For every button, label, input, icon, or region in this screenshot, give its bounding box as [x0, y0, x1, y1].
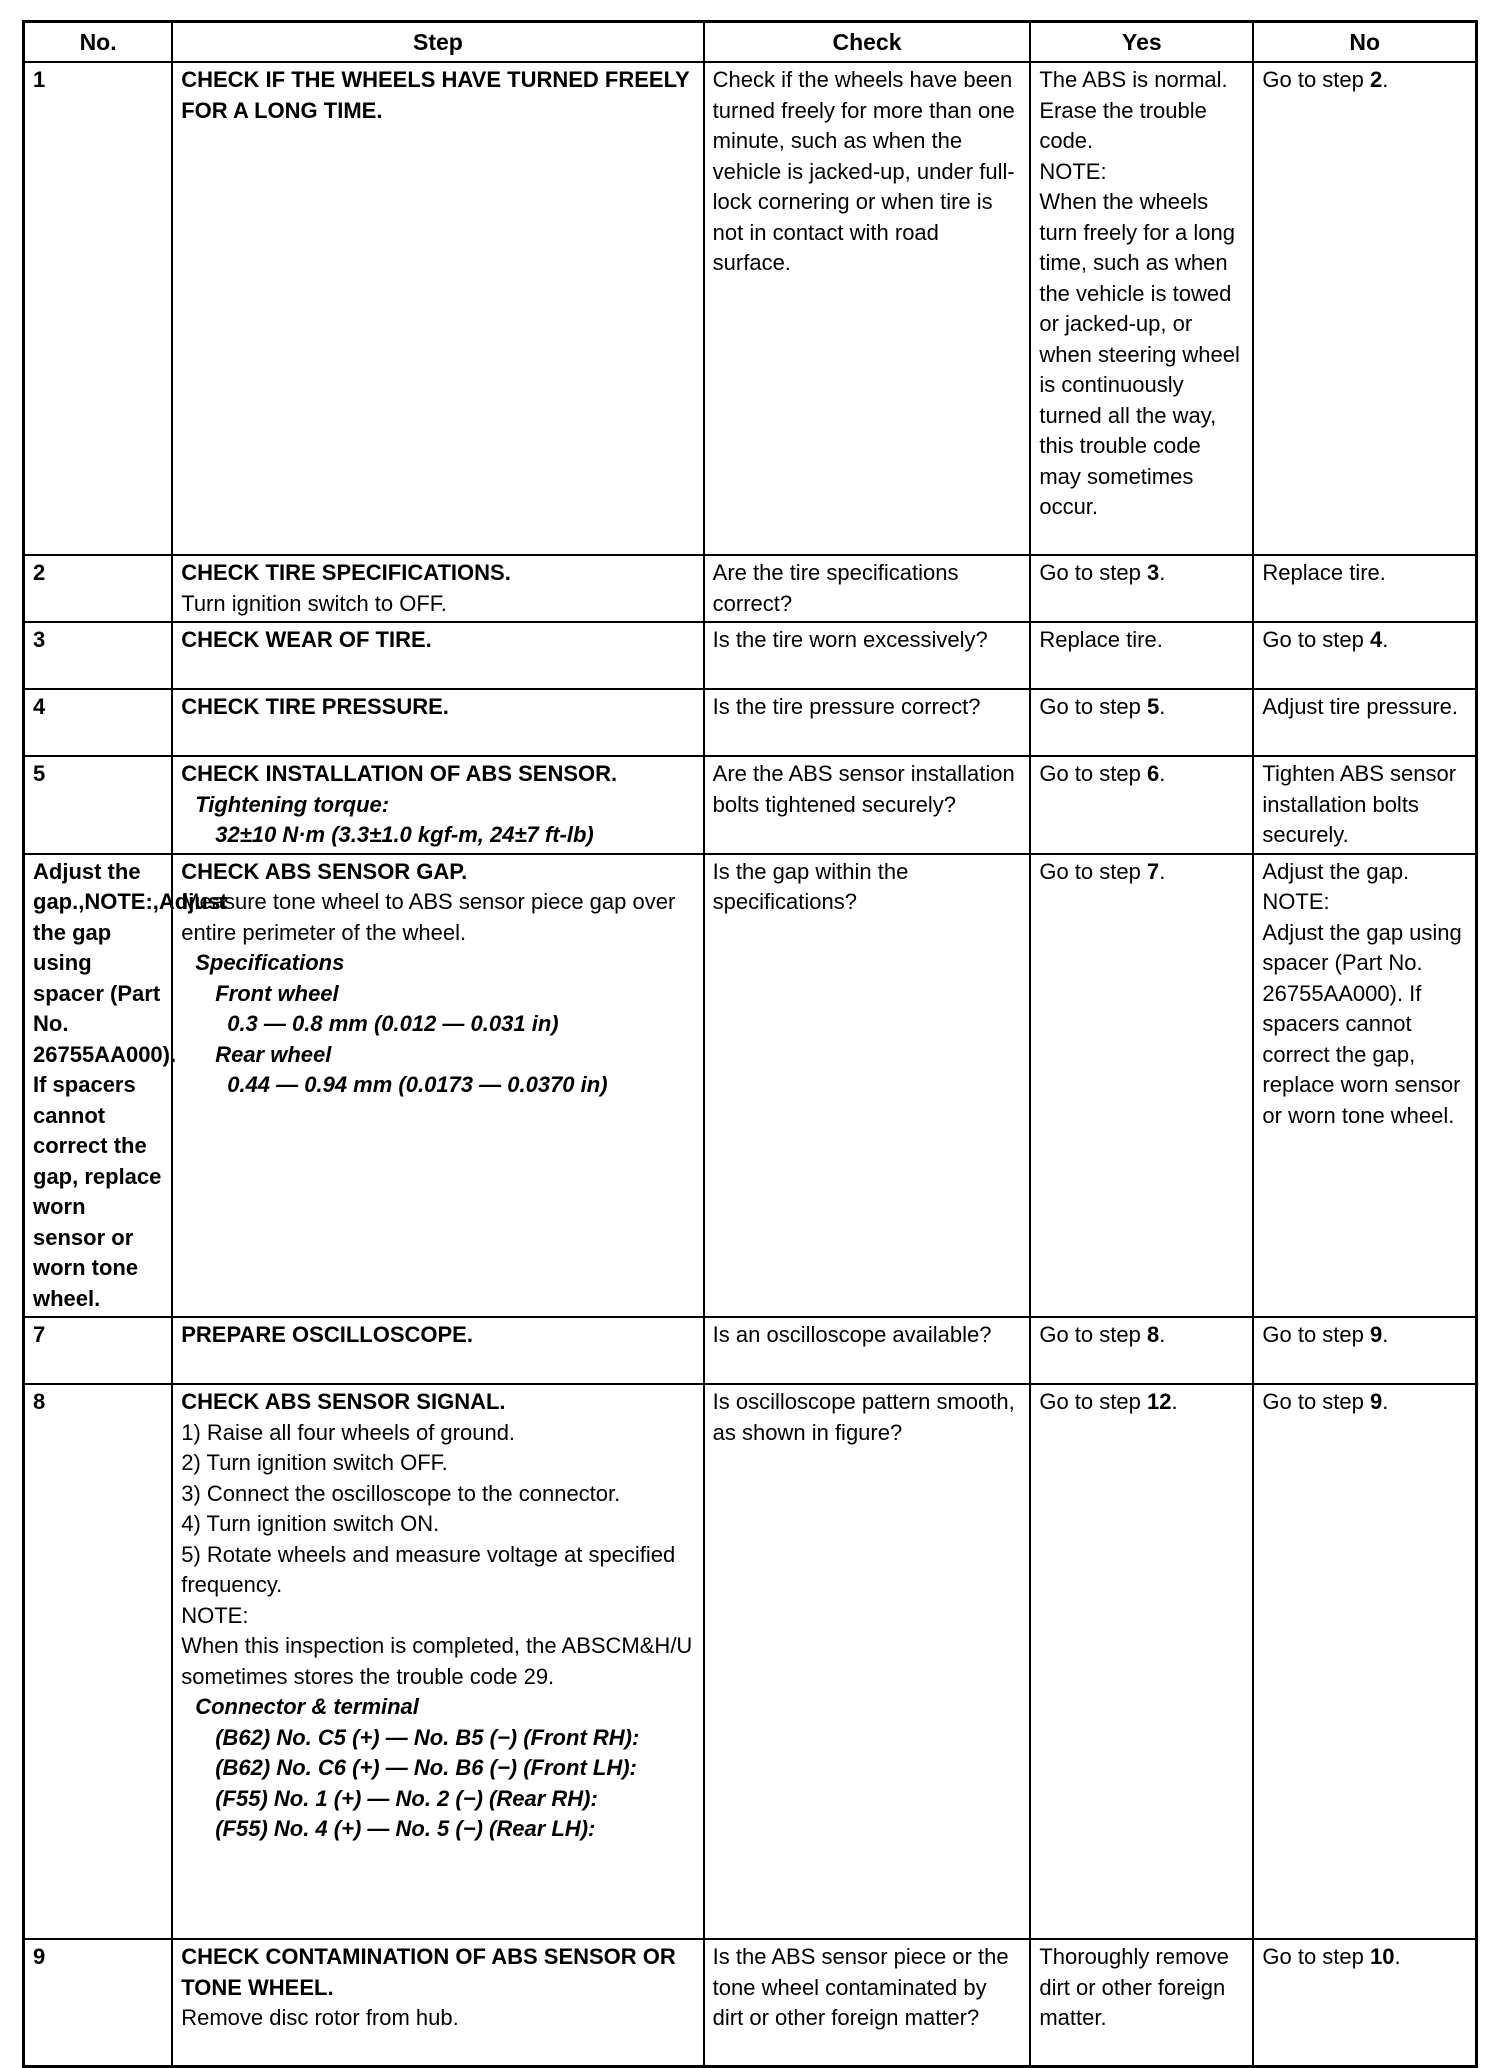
no-cell	[1253, 1939, 1476, 2066]
no-text-end: .	[1382, 67, 1389, 92]
table-row	[24, 689, 1477, 756]
step-reference: 8	[1146, 1322, 1160, 1347]
yes-text: Go to step	[1039, 1322, 1147, 1347]
check-cell: Is the gap within the specifications?	[704, 854, 1031, 1318]
no-text: Go to step	[1262, 627, 1371, 652]
check-cell: Is the tire pressure correct?	[704, 689, 1031, 756]
spec-label: Tightening torque:	[195, 791, 390, 817]
no-cell	[1253, 622, 1476, 689]
yes-note-label: NOTE:	[1039, 158, 1107, 184]
step-title: CHECK ABS SENSOR GAP.	[181, 858, 468, 884]
front-wheel-value: 0.3 — 0.8 mm (0.012 — 0.031 in)	[227, 1011, 559, 1036]
step-reference: 5	[1146, 694, 1160, 719]
step-reference: 12	[1146, 1389, 1172, 1414]
yes-cell: Thoroughly remove dirt or other foreign matter.	[1030, 1939, 1253, 2066]
step-reference: 9	[1370, 1322, 1383, 1347]
yes-text: The ABS is normal. Erase the trouble code.	[1039, 67, 1228, 153]
table-row	[24, 555, 1477, 622]
no-cell	[1253, 62, 1476, 555]
no-cell	[1253, 1317, 1476, 1384]
yes-text-end: .	[1159, 858, 1166, 884]
spec-value: 32±10 N·m (3.3±1.0 kgf-m, 24±7 ft-lb)	[215, 822, 594, 847]
yes-note-text: When the wheels turn freely for a long time, such as when the vehicle is towed or jacked-up, or when steering wheel is continuously turned all the way, this trouble code may sometimes occur.	[1039, 189, 1240, 519]
row-number: 3	[24, 622, 173, 689]
yes-text: Go to step	[1039, 761, 1147, 786]
terminal-spec: (B62) No. C5 (+) — No. B5 (−) (Front RH):	[215, 1724, 640, 1750]
step-cell	[172, 1317, 703, 1384]
check-cell: Is an oscilloscope available?	[704, 1317, 1031, 1384]
row-number: 5	[24, 756, 173, 854]
yes-text: Go to step	[1039, 560, 1147, 585]
table-row	[24, 1317, 1477, 1384]
yes-text-end: .	[1159, 694, 1166, 719]
row-number: 4	[24, 689, 173, 756]
step-reference: 2	[1370, 67, 1383, 92]
table-row	[24, 756, 1477, 854]
step-body: Measure tone wheel to ABS sensor piece gap over entire perimeter of the wheel.	[181, 889, 676, 945]
yes-cell: Replace tire.	[1030, 622, 1253, 689]
no-text: Go to step	[1262, 1389, 1371, 1414]
step-title: CHECK TIRE SPECIFICATIONS.	[181, 560, 511, 585]
no-text-end: .	[1394, 1944, 1401, 1969]
yes-text-end: .	[1159, 560, 1166, 585]
header-row	[24, 22, 1477, 63]
no-note-label: NOTE:	[1262, 889, 1330, 914]
yes-text: Go to step	[1039, 858, 1147, 884]
row-number: 9	[24, 1939, 173, 2066]
yes-text-end: .	[1159, 1322, 1166, 1347]
header-no-result: No	[1253, 22, 1476, 63]
yes-text: Go to step	[1039, 1389, 1147, 1414]
table-row	[24, 1939, 1477, 2066]
step-title: CHECK INSTALLATION OF ABS SENSOR.	[181, 761, 618, 786]
step-title: CHECK IF THE WHEELS HAVE TURNED FREELY FOR A LONG TIME.	[181, 67, 690, 123]
no-text: Go to step	[1262, 1322, 1371, 1347]
yes-cell	[1030, 756, 1253, 854]
step-title: CHECK ABS SENSOR SIGNAL.	[181, 1389, 506, 1414]
step-cell	[172, 62, 703, 555]
yes-text: Go to step	[1039, 694, 1147, 719]
no-cell: Replace tire.	[1253, 555, 1476, 622]
step-cell	[172, 622, 703, 689]
yes-cell	[1030, 854, 1253, 1318]
note-text: When this inspection is completed, the ABSCM&H/U sometimes stores the trouble code 29.	[181, 1633, 693, 1689]
table-row	[24, 622, 1477, 689]
step-reference: 3	[1146, 560, 1160, 585]
step-reference: 6	[1146, 761, 1160, 786]
step-cell	[172, 689, 703, 756]
row-number: 8	[24, 1384, 173, 1939]
no-text: Go to step	[1262, 1944, 1371, 1969]
procedure-step: 2) Turn ignition switch OFF.	[181, 1450, 448, 1475]
spec-label: Specifications	[195, 950, 345, 975]
step-reference: 4	[1370, 627, 1383, 652]
no-cell: Tighten ABS sensor installation bolts securely.	[1253, 756, 1476, 854]
step-title: PREPARE OSCILLOSCOPE.	[181, 1322, 473, 1347]
terminal-spec: (F55) No. 4 (+) — No. 5 (−) (Rear LH):	[215, 1816, 596, 1841]
no-cell	[1253, 1384, 1476, 1939]
no-text: Adjust the gap.	[1262, 858, 1410, 884]
procedure-step: 1) Raise all four wheels of ground.	[181, 1419, 516, 1445]
diagnostic-table	[22, 20, 1478, 2068]
step-body: Turn ignition switch to OFF.	[181, 590, 447, 616]
no-text: Go to step	[1262, 67, 1371, 92]
step-reference: 9	[1370, 1389, 1383, 1414]
yes-cell	[1030, 62, 1253, 555]
check-cell: Is the ABS sensor piece or the tone wheel contaminated by dirt or other foreign matter?	[704, 1939, 1031, 2066]
step-cell	[172, 555, 703, 622]
row-number: Adjust the gap.,NOTE:,Adjust the gap using spacer (Part No. 26755AA000). If spacers cannot correct the gap, replace worn sensor or worn tone wheel.	[24, 854, 173, 1318]
no-cell: Adjust tire pressure.	[1253, 689, 1476, 756]
check-cell: Is oscilloscope pattern smooth, as shown in figure?	[704, 1384, 1031, 1939]
step-reference: 10	[1370, 1944, 1395, 1969]
check-cell: Are the tire specifications correct?	[704, 555, 1031, 622]
step-body: Remove disc rotor from hub.	[181, 2005, 459, 2030]
step-cell	[172, 1384, 703, 1939]
step-reference: 7	[1146, 858, 1160, 884]
table-row	[24, 62, 1477, 555]
check-cell: Check if the wheels have been turned freely for more than one minute, such as when the vehicle is jacked-up, under full-lock cornering or when tire is not in contact with road surface.	[704, 62, 1031, 555]
yes-cell	[1030, 1384, 1253, 1939]
procedure-step: 4) Turn ignition switch ON.	[181, 1511, 440, 1536]
step-title: CHECK WEAR OF TIRE.	[181, 627, 432, 652]
check-cell: Are the ABS sensor installation bolts tightened securely?	[704, 756, 1031, 854]
yes-text-end: .	[1171, 1389, 1178, 1414]
step-cell	[172, 854, 703, 1318]
row-number: 1	[24, 62, 173, 555]
rear-wheel-label: Rear wheel	[215, 1041, 332, 1067]
step-title: CHECK TIRE PRESSURE.	[181, 694, 449, 719]
row-number: 7	[24, 1317, 173, 1384]
yes-text-end: .	[1159, 761, 1166, 786]
header-no: No.	[24, 22, 173, 63]
yes-cell	[1030, 555, 1253, 622]
step-cell	[172, 756, 703, 854]
header-check: Check	[704, 22, 1031, 63]
yes-cell	[1030, 1317, 1253, 1384]
spec-label: Connector & terminal	[195, 1694, 419, 1719]
step-title: CHECK CONTAMINATION OF ABS SENSOR OR TONE WHEEL.	[181, 1944, 676, 2000]
note-label: NOTE:	[181, 1602, 249, 1628]
yes-cell	[1030, 689, 1253, 756]
header-step: Step	[172, 22, 703, 63]
header-yes: Yes	[1030, 22, 1253, 63]
procedure-step: 3) Connect the oscilloscope to the connector.	[181, 1480, 621, 1506]
table-row	[24, 1384, 1477, 1939]
no-text-end: .	[1382, 1322, 1389, 1347]
row-number: 2	[24, 555, 173, 622]
rear-wheel-value: 0.44 — 0.94 mm (0.0173 — 0.0370 in)	[227, 1072, 608, 1097]
check-cell: Is the tire worn excessively?	[704, 622, 1031, 689]
table-row	[24, 854, 1477, 1318]
diagnostic-procedure-sheet	[22, 20, 1478, 2030]
no-note-text: Adjust the gap using spacer (Part No. 26755AA000). If spacers cannot correct the gap, replace worn sensor or worn tone wheel.	[1262, 919, 1462, 1128]
step-cell	[172, 1939, 703, 2066]
front-wheel-label: Front wheel	[215, 980, 339, 1006]
procedure-step: 5) Rotate wheels and measure voltage at specified frequency.	[181, 1541, 676, 1597]
terminal-spec: (F55) No. 1 (+) — No. 2 (−) (Rear RH):	[215, 1785, 598, 1811]
no-text-end: .	[1382, 1389, 1389, 1414]
no-cell	[1253, 854, 1476, 1318]
terminal-spec: (B62) No. C6 (+) — No. B6 (−) (Front LH):	[215, 1755, 637, 1780]
no-text-end: .	[1382, 627, 1389, 652]
